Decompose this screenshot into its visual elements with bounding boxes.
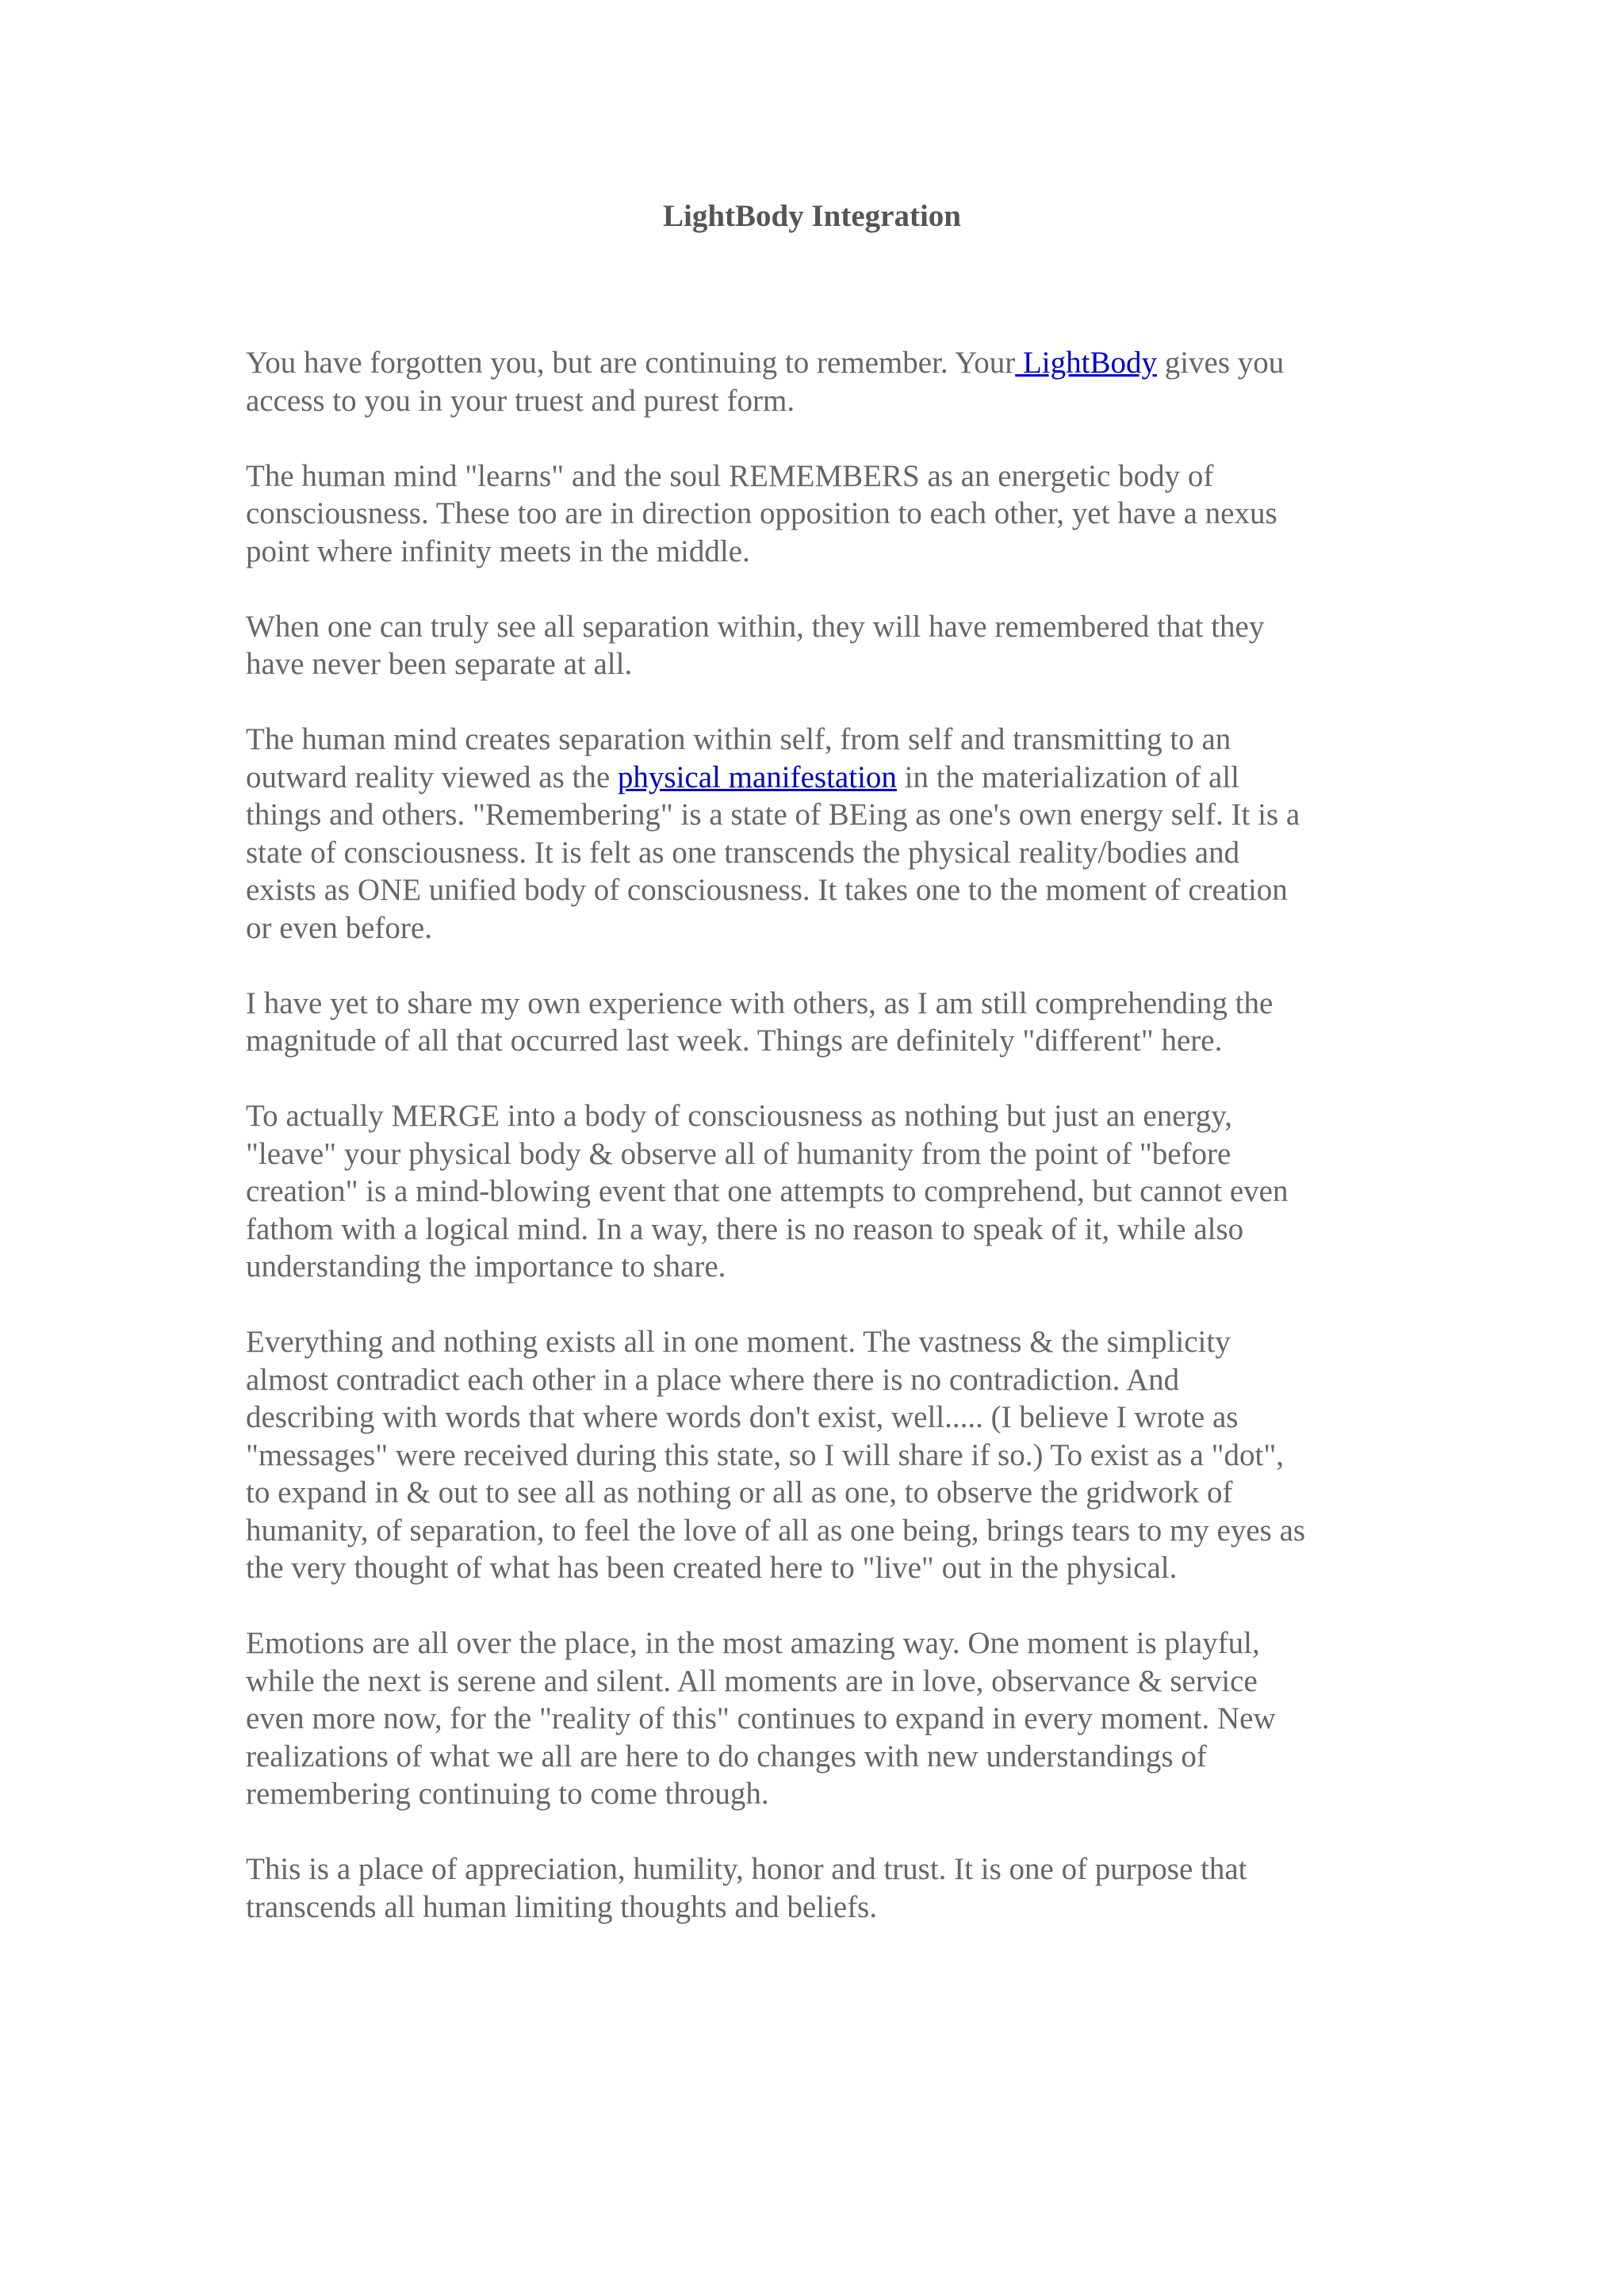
text-segment: This is a place of appreciation, humility, honor and trust. It is one of purpose that [246, 1852, 1247, 1886]
text-line [246, 1361, 1396, 1399]
text-segment: "messages" were received during this state, so I will share if so.) To exist as a "dot", [246, 1437, 1284, 1472]
text-line [246, 1173, 1396, 1211]
text-line [246, 382, 1396, 420]
text-line [246, 1211, 1396, 1249]
paragraph [246, 457, 1396, 571]
text-segment: things and others. "Remembering" is a state of BEing as one's own energy self. It is a [246, 798, 1300, 832]
text-segment: When one can truly see all separation within, they will have remembered that they [246, 609, 1265, 644]
text-line [246, 871, 1396, 909]
text-segment: the very thought of what has been created here to "live" out in the physical. [246, 1551, 1178, 1585]
text-segment: consciousness. These too are in direction opposition to each other, yet have a nexus [246, 496, 1277, 530]
hyperlink[interactable]: physical manifestation [617, 760, 897, 794]
text-line [246, 759, 1396, 797]
text-line [246, 1512, 1396, 1550]
text-line [246, 457, 1396, 496]
text-line [246, 796, 1396, 834]
text-segment: You have forgotten you, but are continuing to remember. Your [246, 346, 1016, 380]
text-segment: exists as ONE unified body of consciousness. It takes one to the moment of creation [246, 873, 1288, 907]
text-line [246, 1549, 1396, 1587]
text-segment: I have yet to share my own experience with others, as I am still comprehending the [246, 985, 1274, 1020]
paragraph [246, 1097, 1396, 1286]
text-line [246, 985, 1396, 1023]
text-line [246, 1323, 1396, 1361]
text-segment: outward reality viewed as the [246, 760, 618, 794]
document-title: LightBody Integration [663, 199, 961, 233]
text-line [246, 1624, 1396, 1663]
text-segment: while the next is serene and silent. All moments are in love, observance & service [246, 1663, 1258, 1698]
text-segment: even more now, for the "reality of this" continues to expand in every moment. New [246, 1701, 1276, 1735]
text-line [246, 1022, 1396, 1060]
text-segment: have never been separate at all. [246, 647, 633, 681]
text-line [246, 1775, 1396, 1813]
paragraph [246, 721, 1396, 947]
paragraph [246, 344, 1396, 419]
text-segment: transcends all human limiting thoughts and beliefs. [246, 1889, 878, 1924]
text-line [246, 721, 1396, 759]
text-line [246, 1474, 1396, 1512]
paragraph [246, 608, 1396, 683]
text-line [246, 1437, 1396, 1475]
text-line [246, 1135, 1396, 1173]
document-body [246, 344, 1396, 1964]
text-segment: The human mind creates separation within self, from self and transmitting to an [246, 722, 1231, 756]
hyperlink[interactable]: LightBody [1015, 346, 1157, 380]
text-line [246, 533, 1396, 571]
text-segment: magnitude of all that occurred last week. Things are definitely "different" here. [246, 1024, 1223, 1058]
text-segment: To actually MERGE into a body of consciousness as nothing but just an energy, [246, 1099, 1233, 1133]
text-line [246, 1888, 1396, 1927]
text-segment: Emotions are all over the place, in the most amazing way. One moment is playful, [246, 1626, 1260, 1660]
paragraph [246, 985, 1396, 1060]
text-segment: describing with words that where words don't exist, well..... (I believe I wrote as [246, 1400, 1239, 1434]
text-line [246, 344, 1396, 382]
text-line [246, 1248, 1396, 1286]
text-segment: state of consciousness. It is felt as one transcends the physical reality/bodies and [246, 835, 1240, 870]
text-segment: creation" is a mind-blowing event that one attempts to comprehend, but cannot even [246, 1174, 1289, 1208]
text-segment: "leave" your physical body & observe all of humanity from the point of "before [246, 1136, 1231, 1171]
text-line [246, 495, 1396, 533]
text-segment: access to you in your truest and purest form. [246, 383, 795, 418]
text-segment: Everything and nothing exists all in one moment. The vastness & the simplicity [246, 1325, 1231, 1359]
text-line [246, 608, 1396, 646]
text-line [246, 909, 1396, 947]
text-segment: realizations of what we all are here to do changes with new understandings of [246, 1739, 1207, 1774]
text-line [246, 1700, 1396, 1738]
text-segment: or even before. [246, 910, 432, 945]
text-segment: to expand in & out to see all as nothing or all as one, to observe the gridwork of [246, 1475, 1233, 1510]
text-line [246, 1663, 1396, 1701]
text-line [246, 1097, 1396, 1135]
text-line [246, 834, 1396, 872]
text-segment: almost contradict each other in a place where there is no contradiction. And [246, 1362, 1180, 1397]
text-segment: understanding the importance to share. [246, 1249, 726, 1284]
paragraph [246, 1850, 1396, 1926]
text-line [246, 1399, 1396, 1437]
text-line [246, 1738, 1396, 1776]
text-segment: in the materialization of all [896, 760, 1240, 794]
text-line [246, 645, 1396, 683]
text-segment: point where infinity meets in the middle. [246, 534, 750, 568]
text-segment: gives you [1156, 346, 1285, 380]
text-segment: remembering continuing to come through. [246, 1777, 769, 1811]
paragraph [246, 1624, 1396, 1813]
text-segment: The human mind "learns" and the soul REMEMBERS as an energetic body of [246, 458, 1214, 493]
paragraph [246, 1323, 1396, 1587]
text-segment: humanity, of separation, to feel the love of all as one being, brings tears to my eyes as [246, 1513, 1306, 1548]
text-line [246, 1850, 1396, 1888]
text-segment: fathom with a logical mind. In a way, there is no reason to speak of it, while also [246, 1211, 1244, 1246]
